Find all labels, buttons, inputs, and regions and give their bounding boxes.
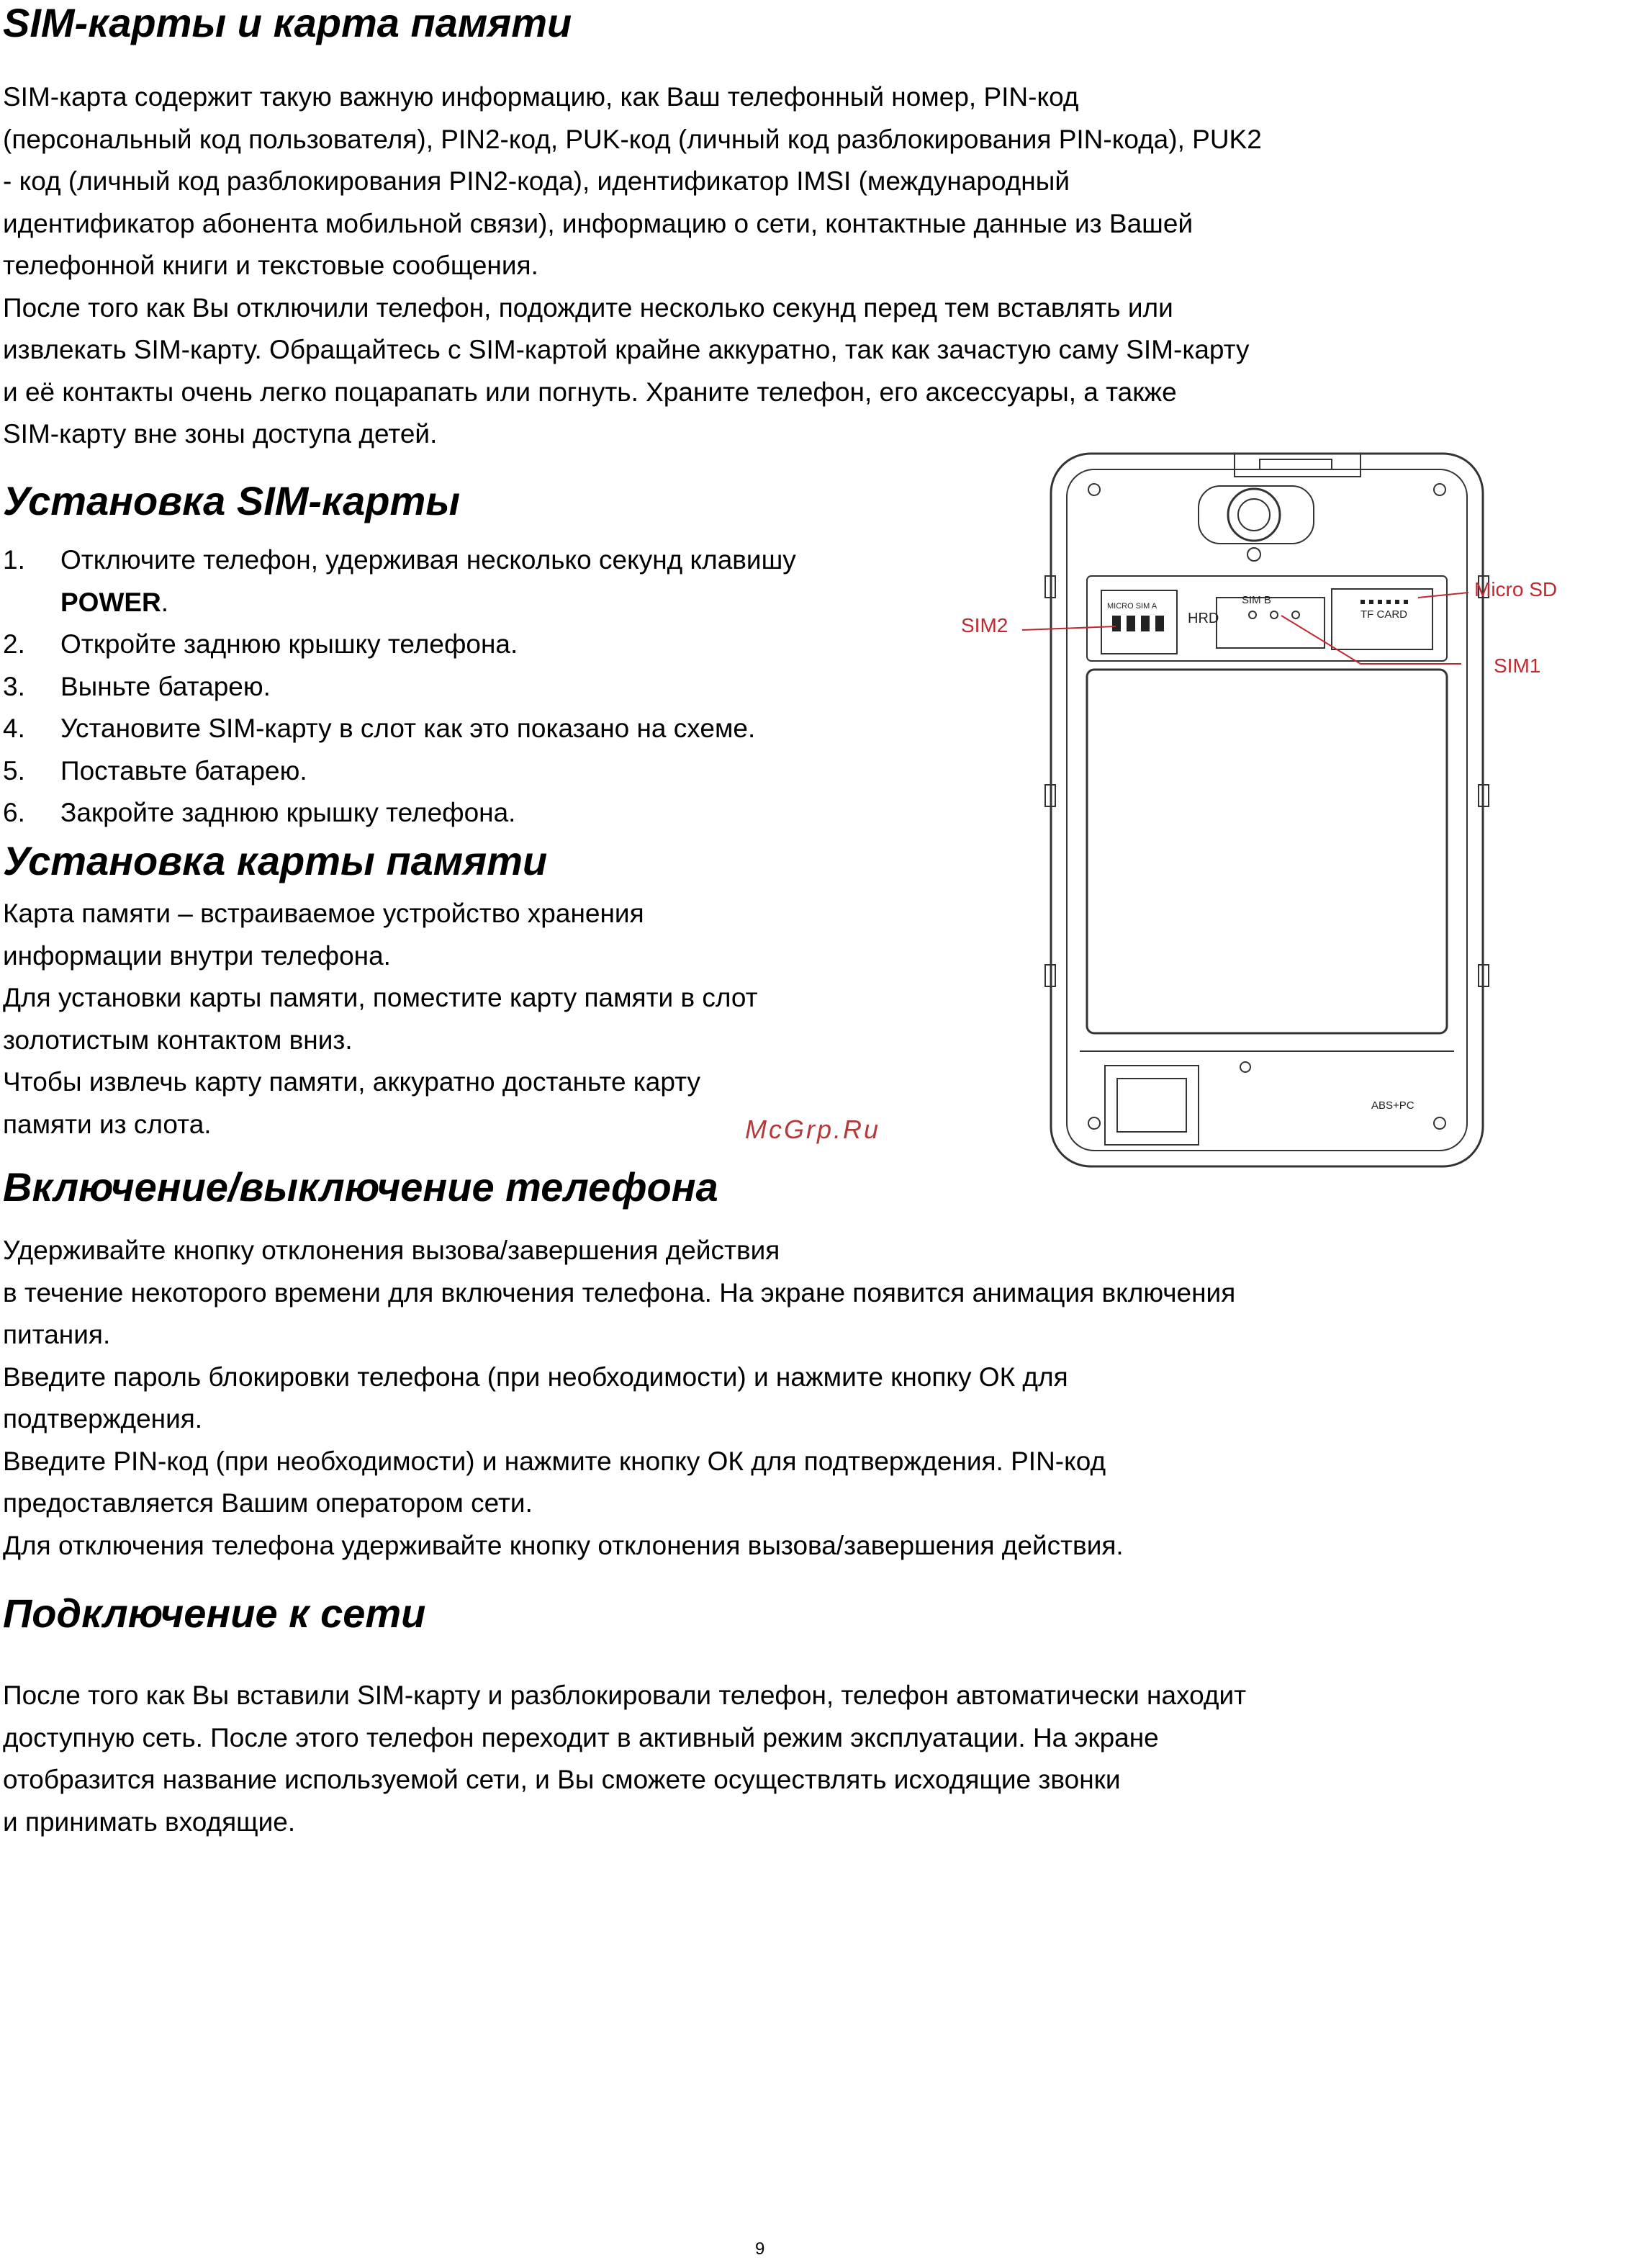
list-number: 6. bbox=[3, 798, 25, 827]
paragraph-sim-info bbox=[3, 76, 1262, 456]
text-line: отобразится название используемой сети, и Вы сможете осуществлять исходящие звонки bbox=[3, 1765, 1121, 1794]
text-line: Для отключения телефона удерживайте кнопку отклонения вызова/завершения действия. bbox=[3, 1530, 1124, 1560]
heading-power: Включение/выключение телефона bbox=[3, 1164, 718, 1210]
phone-inner-frame bbox=[1067, 469, 1467, 1151]
camera-lens bbox=[1228, 489, 1280, 541]
text-line: После того как Вы вставили SIM-карту и разблокировали телефон, телефон автоматически находит bbox=[3, 1680, 1247, 1710]
text-line: предоставляется Вашим оператором сети. bbox=[3, 1488, 533, 1518]
power-key-label: POWER bbox=[60, 587, 161, 617]
paragraph-memory-card bbox=[3, 893, 758, 1146]
list-number: 1. bbox=[3, 545, 25, 575]
list-text-cont bbox=[60, 582, 796, 624]
label-tf-card: TF CARD bbox=[1360, 608, 1407, 621]
battery-compartment bbox=[1087, 670, 1447, 1033]
label-micro-sim-a: MICRO SIM A bbox=[1107, 602, 1158, 611]
text-line: Введите PIN-код (при необходимости) и нажмите кнопку ОК для подтверждения. PIN-код bbox=[3, 1446, 1106, 1476]
text-line: питания. bbox=[3, 1320, 111, 1349]
text-line: и её контакты очень легко поцарапать или погнуть. Храните телефон, его аксессуары, а также bbox=[3, 377, 1177, 407]
microsd-leader bbox=[1418, 593, 1468, 598]
heading-install-sim: Установка SIM-карты bbox=[3, 478, 461, 523]
list-text: Откройте заднюю крышку телефона. bbox=[60, 629, 518, 659]
text-line: телефонной книги и текстовые сообщения. bbox=[3, 251, 538, 280]
punct: . bbox=[161, 587, 169, 617]
heading-install-memory: Установка карты памяти bbox=[3, 838, 548, 883]
list-text: Установите SIM-карту в слот как это показано на схеме. bbox=[60, 714, 756, 743]
list-number: 2. bbox=[3, 629, 25, 659]
camera-module bbox=[1199, 486, 1314, 544]
text-line: доступную сеть. После этого телефон переходит в активный режим эксплуатации. На экране bbox=[3, 1722, 1159, 1752]
paragraph-power bbox=[3, 1230, 1235, 1567]
text-line: информации внутри телефона. bbox=[3, 940, 391, 971]
text-line: в течение некоторого времени для включения телефона. На экране появится анимация включения bbox=[3, 1277, 1236, 1308]
text-line: идентификатор абонента мобильной связи), информацию о сети, контактные данные из Вашей bbox=[3, 208, 1193, 238]
text-line: памяти из слота. bbox=[3, 1109, 212, 1139]
text-line: Карта памяти – встраиваемое устройство хранения bbox=[3, 899, 644, 928]
list-number: 3. bbox=[3, 672, 25, 701]
list-text: Выньте батарею. bbox=[60, 672, 271, 701]
label-abs-pc: ABS+PC bbox=[1371, 1099, 1414, 1112]
watermark: McGrp.Ru bbox=[745, 1115, 881, 1144]
text-line: (персональный код пользователя), PIN2-код, PUK-код (личный код разблокирования PIN-кода), PUK2 bbox=[3, 124, 1262, 154]
list-text: Отключите телефон, удерживая несколько секунд клавишу bbox=[60, 545, 796, 575]
text-line: SIM-карту вне зоны доступа детей. bbox=[3, 419, 438, 449]
text-line: золотистым контактом вниз. bbox=[3, 1025, 353, 1055]
callout-micro-sd: Micro SD bbox=[1474, 578, 1558, 600]
callout-sim2: SIM2 bbox=[961, 614, 1008, 636]
text-line: Для установки карты памяти, поместите карту памяти в слот bbox=[3, 983, 758, 1012]
list-text: Закройте заднюю крышку телефона. bbox=[60, 798, 516, 827]
label-sim-b: SIM B bbox=[1242, 594, 1271, 606]
text-line: Удерживайте кнопку отклонения вызова/завершения действия bbox=[3, 1236, 780, 1265]
callout-sim1: SIM1 bbox=[1494, 654, 1541, 677]
paragraph-network bbox=[3, 1675, 1246, 1843]
text-line: подтверждения. bbox=[3, 1404, 203, 1434]
phone-body-outline bbox=[1051, 454, 1483, 1166]
phone-sim-diagram bbox=[957, 446, 1605, 1181]
heading-sim-cards: SIM-карты и карта памяти bbox=[3, 0, 572, 45]
text-line: извлекать SIM-карту. Обращайтесь с SIM-картой крайне аккуратно, так как зачастую саму SIM-карту bbox=[3, 335, 1250, 364]
bottom-module bbox=[1105, 1066, 1199, 1145]
text-line: и принимать входящие. bbox=[3, 1806, 296, 1837]
label-hrd: HRD bbox=[1188, 611, 1219, 626]
text-line: После того как Вы отключили телефон, подождите несколько секунд перед тем вставлять или bbox=[3, 292, 1173, 323]
text-line: Чтобы извлечь карту памяти, аккуратно достаньте карту bbox=[3, 1067, 701, 1097]
page-number: 9 bbox=[755, 2239, 765, 2259]
heading-network: Подключение к сети bbox=[3, 1590, 426, 1636]
list-number: 5. bbox=[3, 756, 25, 786]
text-line: - код (личный код разблокирования PIN2-кода), идентификатор IMSI (международный bbox=[3, 166, 1070, 196]
list-number: 4. bbox=[3, 714, 25, 743]
text-line: SIM-карта содержит такую важную информацию, как Ваш телефонный номер, PIN-код bbox=[3, 82, 1079, 112]
list-text: Поставьте батарею. bbox=[60, 756, 307, 786]
sim1-leader bbox=[1281, 616, 1360, 664]
text-line: Введите пароль блокировки телефона (при необходимости) и нажмите кнопку ОК для bbox=[3, 1362, 1068, 1392]
